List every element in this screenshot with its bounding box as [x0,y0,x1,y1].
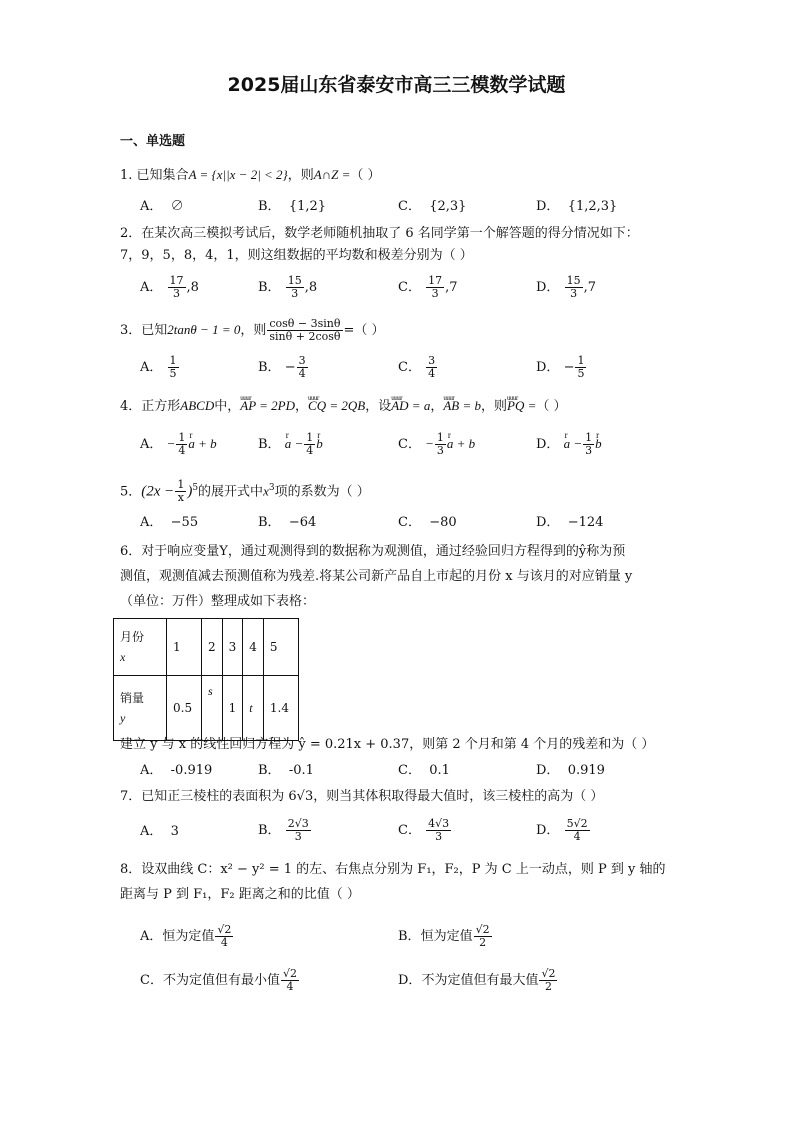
q5-option-d[interactable]: D． −124 [536,515,604,530]
q4-option-c[interactable]: C． − $\frac{1}{3}$ r a + b [398,432,475,457]
q3-option-a[interactable]: A． $\frac{1}{5}$ [140,354,177,380]
q5-option-a[interactable]: A． −55 [140,515,199,530]
question-6-line-4: 建立 y 与 x 的线性回归方程为 ŷ = 0.21x + 0.37，则第 2 个月和第 4 个月的残差和为（ ） [120,737,655,752]
question-3-stem: 3．已知2tanθ − 1 = 0，则 $\frac{\cos\theta - 3\sin\theta}{\sin\theta + 2\cos\theta}$ =（ ） [120,317,385,343]
table-cell: t [243,676,264,741]
question-8-line-1: 8．设双曲线 C：x² − y² = 1 的左、右焦点分别为 F₁，F₂，P 为 C 上一动点，则 P 到 y 轴的 [120,862,666,877]
table-cell: 2 [202,619,223,676]
q2-option-b[interactable]: B． $\frac{15}{3}$ ,8 [258,274,318,300]
question-6-line-1: 6．对于响应变量Y，通过观测得到的数据称为观测值，通过经验回归方程得到的ŷ称为预 [120,544,626,559]
q8-option-b[interactable]: B．恒为定值 $\frac{√2}{2}$ [398,923,490,949]
table-row-header: 月份 x [114,619,167,676]
q3-option-d[interactable]: D． − $\frac{1}{5}$ [536,354,585,380]
q6-option-c[interactable]: C． 0.1 [398,763,450,778]
q1-option-b[interactable]: B． {1,2} [258,199,327,214]
section-heading: 一、单选题 [120,134,186,149]
q2-option-d[interactable]: D． $\frac{15}{3}$ ,7 [536,274,596,300]
data-table [113,618,299,741]
table-cell: s [202,676,223,741]
q1-option-a[interactable]: A． ∅ [140,199,184,214]
q6-option-b[interactable]: B． -0.1 [258,763,314,778]
q7-option-d[interactable]: D． $\frac{5√2}{4}$ [536,817,588,843]
q1-option-d[interactable]: D． {1,2,3} [536,199,618,214]
question-6-line-3: （单位：万件）整理成如下表格： [120,594,316,609]
q7-option-b[interactable]: B． $\frac{2√3}{3}$ [258,817,309,843]
table-row [114,676,299,741]
question-7-stem: 7．已知正三棱柱的表面积为 6√3，则当其体积取得最大值时，该三棱柱的高为（ ） [120,789,604,804]
q5-option-c[interactable]: C． −80 [398,515,457,530]
q6-option-d[interactable]: D． 0.919 [536,763,605,778]
table-cell: 1.4 [263,676,298,741]
q8-option-c[interactable]: C．不为定值但有最小值 $\frac{√2}{4}$ [140,967,297,993]
page-title: 2025届山东省泰安市高三三模数学试题 [227,74,566,96]
question-1-stem: 1. 已知集合A = {x||x − 2| < 2}，则A∩Z =（ ） [120,167,381,183]
table-cell: 0.5 [167,676,202,741]
q5-option-b[interactable]: B． −64 [258,515,317,530]
table-row-header: 销量 y [114,676,167,741]
question-5-stem: 5．(2x − $\frac{1}{x}$ )$^5$的展开式中$x^3$项的系数为（ ） [120,478,370,505]
q6-option-a[interactable]: A． -0.919 [140,763,213,778]
question-4-stem: 4．正方形ABCD中，uuur AP = 2PD，uuur CQ = 2QB，设uuur AD = a，uuur AB = b，则uuur PQ =（ ） [120,397,567,416]
question-2-line-1: 2．在某次高三模拟考试后，数学老师随机抽取了 6 名同学第一个解答题的得分情况如下： [120,226,639,241]
q3-option-c[interactable]: C． $\frac{3}{4}$ [398,354,436,380]
question-6-line-2: 测值，观测值减去预测值称为残差.将某公司新产品自上市起的月份 x 与该月的对应销量 y [120,569,633,584]
q7-option-c[interactable]: C． $\frac{4√3}{3}$ [398,817,450,843]
table-row [114,619,299,676]
table-cell: 4 [243,619,264,676]
q8-option-a[interactable]: A．恒为定值 $\frac{√2}{4}$ [140,923,232,949]
q2-option-c[interactable]: C． $\frac{17}{3}$ ,7 [398,274,458,300]
question-8-line-2: 距离与 P 到 F₁，F₂ 距离之和的比值（ ） [120,887,360,902]
table-cell: 5 [263,619,298,676]
table-cell: 1 [167,619,202,676]
q2-option-a[interactable]: A． $\frac{17}{3}$ ,8 [140,274,199,300]
q1-option-c[interactable]: C． {2,3} [398,199,467,214]
table-cell: 1 [222,676,243,741]
q4-option-d[interactable]: D． r a − $\frac{1}{3}$ r b [536,432,602,457]
q7-option-a[interactable]: A． 3 [140,824,179,839]
q3-option-b[interactable]: B． − $\frac{3}{4}$ [258,354,306,380]
q4-option-b[interactable]: B． r a − $\frac{1}{4}$ r b [258,432,323,457]
table-cell: 3 [222,619,243,676]
q4-option-a[interactable]: A． − $\frac{1}{4}$ r a + b [140,432,217,457]
q8-option-d[interactable]: D．不为定值但有最大值 $\frac{√2}{2}$ [398,967,556,993]
question-2-line-2: 7，9，5，8，4，1，则这组数据的平均数和极差分别为（ ） [120,248,473,263]
